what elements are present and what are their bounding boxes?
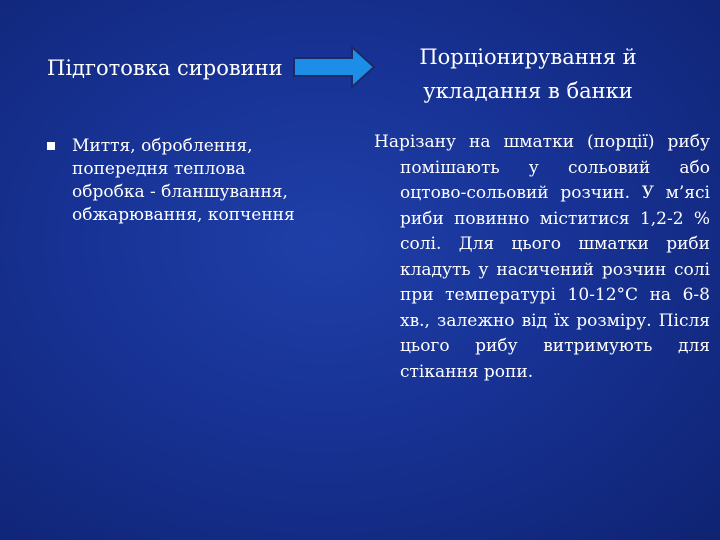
left-bullet-list bbox=[42, 135, 322, 227]
right-column-title: Порціонирування й укладання в банки bbox=[419, 45, 637, 103]
bullet-text: Миття, оброблення, попередня теплова обробка - бланшування, обжарювання, копчення bbox=[72, 136, 295, 225]
right-arrow-icon bbox=[292, 44, 376, 90]
square-bullet-icon bbox=[47, 142, 55, 150]
right-column-body: Нарізану на шматки (порції) рибу помішають у сольовий або оцтово-сольовий розчин. У м’ясі риби повинно міститися 1,2-2 % солі. Для цього шматки риби кладуть у насичений розчин солі при температурі 10-12°С на 6-8 хв., залежно від їх розміру. Після цього рибу витримують для стікання ропи. bbox=[374, 132, 710, 382]
left-column-title: Підготовка сировини bbox=[47, 56, 283, 80]
list-item bbox=[42, 135, 322, 227]
